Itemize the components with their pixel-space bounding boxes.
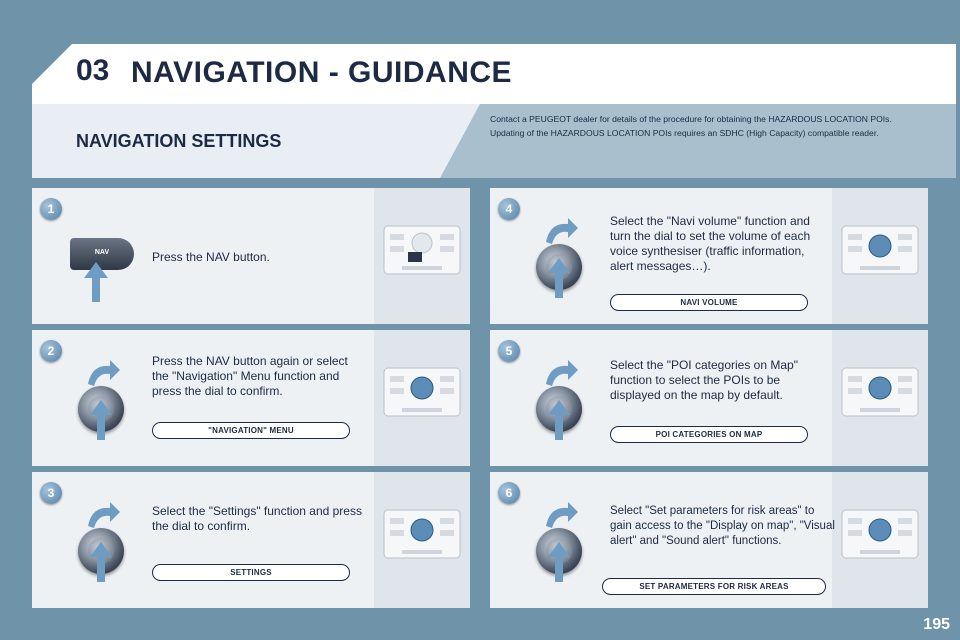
rotate-arrow-icon — [542, 358, 578, 388]
radio-panel — [374, 330, 470, 466]
step-instruction: Select "Set parameters for risk areas" to gain access to the "Display on map", "Visual alert" and "Sound alert" functions. — [610, 505, 835, 547]
press-arrow-icon — [90, 542, 112, 582]
menu-label: POI CATEGORIES ON MAP — [610, 426, 808, 443]
radio-panel — [374, 472, 470, 608]
rotate-arrow-icon — [84, 358, 120, 388]
step-instruction: Select the "Settings" function and press the dial to confirm. — [152, 504, 362, 533]
radio-unit-icon — [382, 224, 462, 276]
step-instruction: Select the "POI categories on Map" function to select the POIs to be displayed on the map by default. — [610, 358, 798, 402]
radio-panel — [374, 188, 470, 324]
press-arrow-icon — [548, 400, 570, 440]
radio-unit-icon — [382, 508, 462, 560]
nav-button-icon: NAV — [70, 238, 134, 270]
radio-panel — [832, 472, 928, 608]
step-number-badge: 1 — [40, 198, 62, 220]
rotate-arrow-icon — [542, 500, 578, 530]
page-number: 195 — [923, 616, 950, 633]
step-number-badge: 3 — [40, 482, 62, 504]
radio-unit-icon — [840, 224, 920, 276]
press-arrow-icon — [90, 400, 112, 440]
step-card-5 — [490, 330, 928, 466]
menu-label: SET PARAMETERS FOR RISK AREAS — [602, 578, 826, 595]
step-number-badge: 4 — [498, 198, 520, 220]
radio-unit-icon — [382, 366, 462, 418]
press-arrow-icon — [548, 542, 570, 582]
step-card-4 — [490, 188, 928, 324]
note-line: Contact a PEUGEOT dealer for details of the procedure for obtaining the HAZARDOUS LOCATION POIs. — [490, 114, 892, 124]
step-card-3 — [32, 472, 470, 608]
step-number-badge: 5 — [498, 340, 520, 362]
menu-label: "NAVIGATION" MENU — [152, 422, 350, 439]
chapter-title: NAVIGATION - GUIDANCE — [131, 56, 513, 89]
step-instruction: Press the NAV button. — [152, 250, 270, 264]
section-title: NAVIGATION SETTINGS — [76, 131, 282, 151]
press-arrow-icon — [548, 258, 570, 298]
menu-label: SETTINGS — [152, 564, 350, 581]
chapter-number: 03 — [76, 54, 110, 87]
radio-unit-icon — [840, 366, 920, 418]
step-card-6 — [490, 472, 928, 608]
step-instruction: Press the NAV button again or select the "Navigation" Menu function and press the dial to confirm. — [152, 354, 348, 398]
radio-panel — [832, 188, 928, 324]
rotate-arrow-icon — [84, 500, 120, 530]
press-arrow-icon — [84, 262, 108, 302]
rotate-arrow-icon — [542, 216, 578, 246]
note-line: Updating of the HAZARDOUS LOCATION POIs requires an SDHC (High Capacity) compatible reader. — [490, 128, 879, 138]
radio-unit-icon — [840, 508, 920, 560]
radio-panel — [832, 330, 928, 466]
step-card-2 — [32, 330, 470, 466]
menu-label: NAVI VOLUME — [610, 294, 808, 311]
step-number-badge: 2 — [40, 340, 62, 362]
step-card-1 — [32, 188, 470, 324]
step-number-badge: 6 — [498, 482, 520, 504]
step-instruction: Select the "Navi volume" function and turn the dial to set the volume of each voice synthesiser (traffic information, alert messages…). — [610, 214, 811, 273]
note-text — [490, 112, 920, 140]
